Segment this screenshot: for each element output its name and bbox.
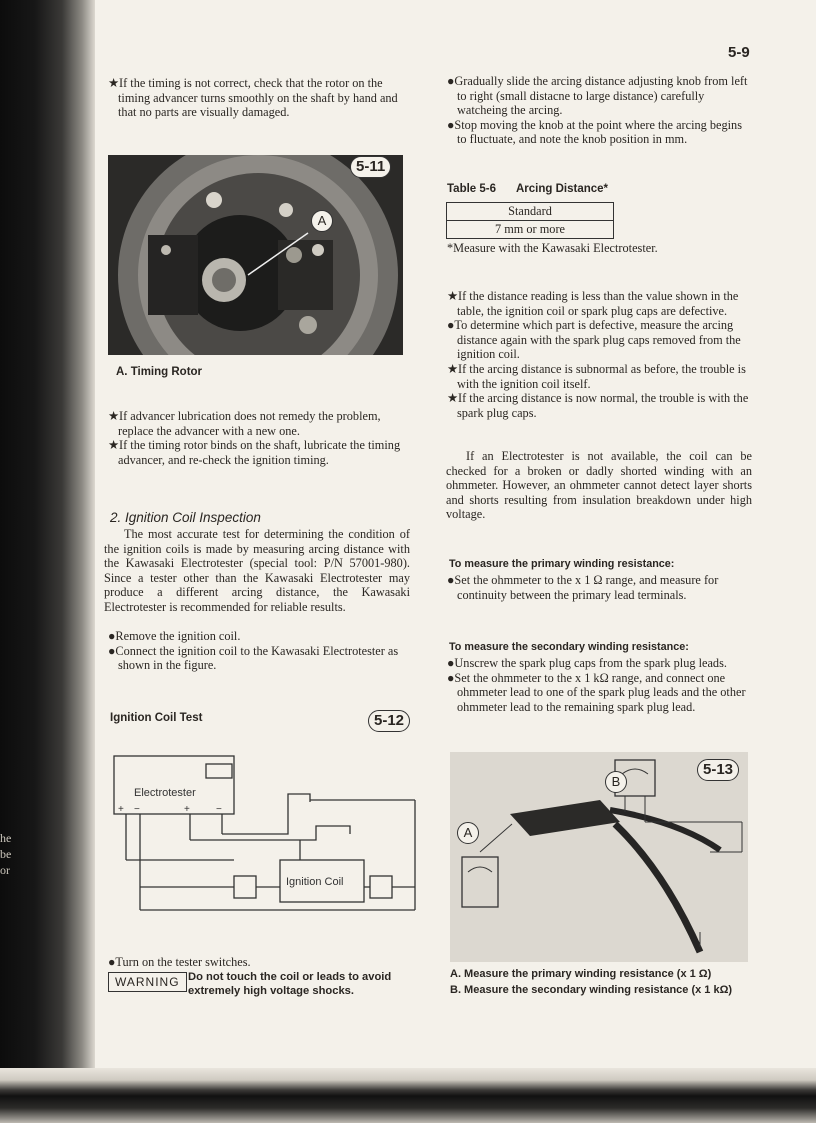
table-number: Table 5-6 xyxy=(447,183,496,195)
ignition-coil-test-diagram xyxy=(110,740,420,915)
timing-rotor-photo xyxy=(108,155,403,355)
advancer-bullets xyxy=(108,409,413,467)
spine-text-fragment: he xyxy=(0,831,12,845)
step-item: ●Set the ohmmeter to the x 1 kΩ range, and connect one ohmmeter lead to one of the spark plug leads and the other ohmmeter lead to the remaining spark plug lead. xyxy=(447,670,746,714)
terminal-label: + xyxy=(184,804,190,815)
bullet-item: ★If advancer lubrication does not remedy the problem, replace the advancer with a new one. xyxy=(108,409,381,438)
figure-title: Ignition Coil Test xyxy=(110,712,203,724)
bullet-item: ●Gradually slide the arcing distance adjusting knob from left to right (small distacne to large distance) carefully watcheing the arcing. xyxy=(447,74,748,118)
bullet-item: ★If the arcing distance is now normal, the trouble is with the spark plug caps. xyxy=(447,391,749,420)
bullet-item: ★If the timing is not correct, check that the rotor on the timing advancer turns smoothly on the shaft by hand and that no parts are visually damaged. xyxy=(108,76,398,120)
warning-text: Do not touch the coil or leads to avoid extremely high voltage shocks. xyxy=(188,971,392,997)
section-body: The most accurate test for determining the condition of the ignition coils is made by measuring arcing distance with the Kawasaki Electrotester (special tool: P/N 57001-980). Since a tester other than the Kawasaki Electrotester may produce a different arcing distance, the Kawasaki Electrotester is recommended for reliable results. xyxy=(104,527,410,614)
procedure-steps xyxy=(108,629,410,673)
ohmmeter-note: If an Electrotester is not available, the coil can be checked for a broken or dadly shorted winding with an ohmmeter. However, an ohmmeter cannot detect layer shorts and shorts resulting from insulation breakdown under high voltage. xyxy=(446,449,752,522)
callout-label: A xyxy=(457,822,479,844)
bullet-item: ●Stop moving the knob at the point where the arcing begins to fluctuate, and note the knob position in mm. xyxy=(447,117,742,147)
primary-steps xyxy=(447,573,752,602)
timing-check-text xyxy=(108,76,408,120)
spine-text-fragment: be xyxy=(0,847,12,861)
page-edge-shadow xyxy=(0,1068,816,1123)
table-value-cell: 7 mm or more xyxy=(447,221,614,239)
arcing-distance-table xyxy=(446,202,614,239)
figure-caption: A. Measure the primary winding resistance (x 1 Ω) xyxy=(450,968,712,980)
warning-label: WARNING xyxy=(108,972,187,992)
bullet-item: ●To determine which part is defective, measure the arcing distance again with the spark plug caps removed from the ignition coil. xyxy=(447,318,741,362)
spine-text-fragment: or xyxy=(0,863,10,877)
page-number: 5-9 xyxy=(728,44,750,61)
coil-label: Ignition Coil xyxy=(286,876,344,888)
table-footnote: *Measure with the Kawasaki Electrotester. xyxy=(447,241,658,255)
result-bullets xyxy=(447,289,752,420)
terminal-label: − xyxy=(216,804,222,815)
terminal-label: − xyxy=(134,804,140,815)
terminal-label: + xyxy=(118,804,124,815)
figure-caption: B. Measure the secondary winding resistance (x 1 kΩ) xyxy=(450,984,733,996)
tester-switch-step: ●Turn on the tester switches. xyxy=(108,955,251,969)
bullet-item: ★If the timing rotor binds on the shaft, lubricate the timing advancer, and re-check the ignition timing. xyxy=(108,438,401,467)
step-item: ●Unscrew the spark plug caps from the spark plug leads. xyxy=(447,656,727,670)
book-spine-shadow xyxy=(0,0,95,1123)
bullet-item: ★If the distance reading is less than the value shown in the table, the ignition coil or spark plug caps are defective. xyxy=(447,289,739,318)
bullet-item: ★If the arcing distance is subnormal as before, the trouble is with the ignition coil itself. xyxy=(447,361,746,391)
arcing-procedure-bullets xyxy=(447,74,752,147)
figure-caption: A. Timing Rotor xyxy=(116,366,203,378)
callout-label: A xyxy=(311,210,333,232)
step-item: ●Connect the ignition coil to the Kawasaki Electrotester as shown in the figure. xyxy=(108,643,399,673)
section-heading: 2. Ignition Coil Inspection xyxy=(110,510,261,525)
table-header-cell: Standard xyxy=(447,203,614,221)
secondary-steps xyxy=(447,656,752,714)
figure-number-badge: 5-12 xyxy=(368,710,410,732)
table-title: Arcing Distance* xyxy=(516,183,609,195)
step-item: ●Set the ohmmeter to the x 1 Ω range, and measure for continuity between the primary lead terminals. xyxy=(447,573,719,602)
figure-number-badge: 5-13 xyxy=(697,759,739,781)
step-item: ●Remove the ignition coil. xyxy=(108,629,241,643)
secondary-heading: To measure the secondary winding resistance: xyxy=(449,641,689,653)
resistance-measurement-photo xyxy=(450,752,748,962)
tester-label: Electrotester xyxy=(134,787,196,799)
figure-number-badge: 5-11 xyxy=(350,156,391,178)
primary-heading: To measure the primary winding resistance: xyxy=(449,558,675,570)
callout-label: B xyxy=(605,771,627,793)
